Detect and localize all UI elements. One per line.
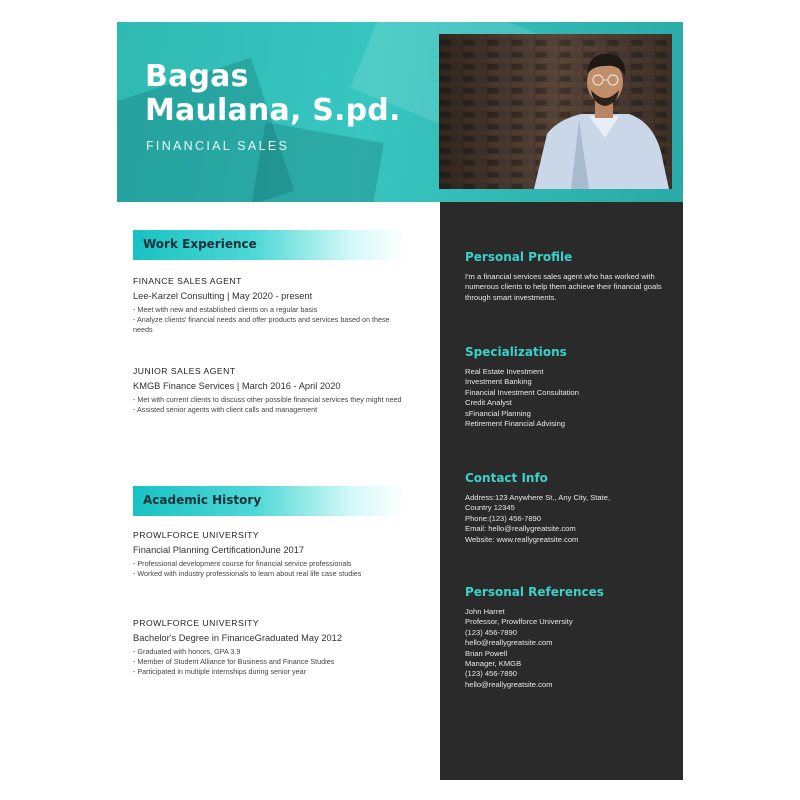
specialization-item: Credit Analyst bbox=[465, 398, 512, 408]
job-company-dates: KMGB Finance Services | March 2016 - April 2020 bbox=[133, 381, 341, 391]
academic-history-heading: Academic History bbox=[143, 493, 262, 507]
job-title: FINANCE SALES AGENT bbox=[133, 276, 242, 286]
work-experience-banner bbox=[133, 230, 405, 260]
contact-info-section bbox=[465, 471, 675, 545]
candidate-name bbox=[145, 60, 401, 128]
reference-line: hello@reallygreatsite.com bbox=[465, 638, 553, 648]
candidate-name-line2: Maulana, S.pd. bbox=[145, 93, 401, 128]
job-company-dates: Lee-Karzel Consulting | May 2020 - present bbox=[133, 291, 313, 301]
job-bullet: - Assisted senior agents with client calls and management bbox=[133, 405, 318, 414]
personal-profile-section bbox=[465, 250, 675, 303]
degree-line: Bachelor's Degree in FinanceGraduated May 2012 bbox=[133, 633, 343, 643]
contact-line: Phone:(123) 456-7890 bbox=[465, 513, 541, 523]
contact-line: Address:123 Anywhere St., Any City, State, bbox=[465, 493, 611, 502]
education-entry bbox=[133, 618, 408, 677]
reference-line: Manager, KMGB bbox=[465, 659, 522, 669]
header-background-shape bbox=[250, 122, 384, 202]
reference-line: Brian Powell bbox=[465, 648, 508, 658]
sidebar bbox=[440, 202, 683, 780]
resume-page bbox=[117, 22, 683, 780]
reference-line: Professor, Prowlforce University bbox=[465, 617, 573, 627]
education-bullet: - Professional development course for financial service professionals bbox=[133, 559, 352, 568]
specialization-item: Retirement Financial Advising bbox=[465, 419, 566, 429]
education-bullet: - Member of Student Alliance for Business and Finance Studies bbox=[133, 657, 335, 666]
specialization-item: Real Estate Investment bbox=[465, 367, 544, 376]
school-name: PROWLFORCE UNIVERSITY bbox=[133, 618, 260, 628]
personal-references-section bbox=[465, 585, 675, 690]
personal-profile-text: I'm a financial services sales agent who has worked with numerous clients to help them achieve their financial goals through smart investments. bbox=[465, 272, 662, 302]
reference-line: hello@reallygreatsite.com bbox=[465, 679, 553, 689]
reference-line: (123) 456-7890 bbox=[465, 669, 517, 679]
education-bullet: - Participated in multiple internships during senior year bbox=[133, 667, 306, 676]
profile-photo bbox=[439, 34, 672, 189]
profile-photo-image bbox=[439, 34, 672, 189]
specialization-item: Investment Banking bbox=[465, 377, 532, 387]
personal-profile-heading: Personal Profile bbox=[465, 250, 573, 264]
work-experience-heading: Work Experience bbox=[143, 237, 257, 251]
job-bullet: - Met with current clients to discuss other possible financial services they might need bbox=[133, 395, 402, 404]
candidate-name-line1: Bagas bbox=[145, 59, 249, 94]
education-entry bbox=[133, 530, 408, 579]
academic-history-banner bbox=[133, 486, 405, 516]
job-entry bbox=[133, 366, 408, 415]
education-bullet: - Graduated with honors, GPA 3.9 bbox=[133, 647, 241, 656]
job-bullet: - Meet with new and established clients on a regular basis bbox=[133, 305, 318, 314]
candidate-role: FINANCIAL SALES bbox=[146, 139, 290, 153]
contact-info-heading: Contact Info bbox=[465, 471, 548, 485]
contact-line: Country 12345 bbox=[465, 503, 515, 513]
specialization-item: sFinancial Planning bbox=[465, 408, 531, 418]
education-bullet: - Worked with industry professionals to learn about real life case studies bbox=[133, 569, 362, 578]
reference-line: John Harret bbox=[465, 607, 505, 616]
job-entry bbox=[133, 276, 408, 335]
specializations-heading: Specializations bbox=[465, 345, 567, 359]
job-title: JUNIOR SALES AGENT bbox=[133, 366, 236, 376]
school-name: PROWLFORCE UNIVERSITY bbox=[133, 530, 260, 540]
reference-line: (123) 456-7890 bbox=[465, 627, 517, 637]
specialization-item: Financial Investment Consultation bbox=[465, 387, 579, 397]
specializations-section bbox=[465, 345, 675, 429]
contact-line: Website: www.reallygreatsite.com bbox=[465, 534, 579, 544]
degree-line: Financial Planning CertificationJune 2017 bbox=[133, 545, 305, 555]
job-bullet: - Analyze clients' financial needs and offer products and services based on these needs bbox=[133, 315, 390, 334]
personal-references-heading: Personal References bbox=[465, 585, 604, 599]
contact-line: Email: hello@reallygreatsite.com bbox=[465, 524, 576, 534]
